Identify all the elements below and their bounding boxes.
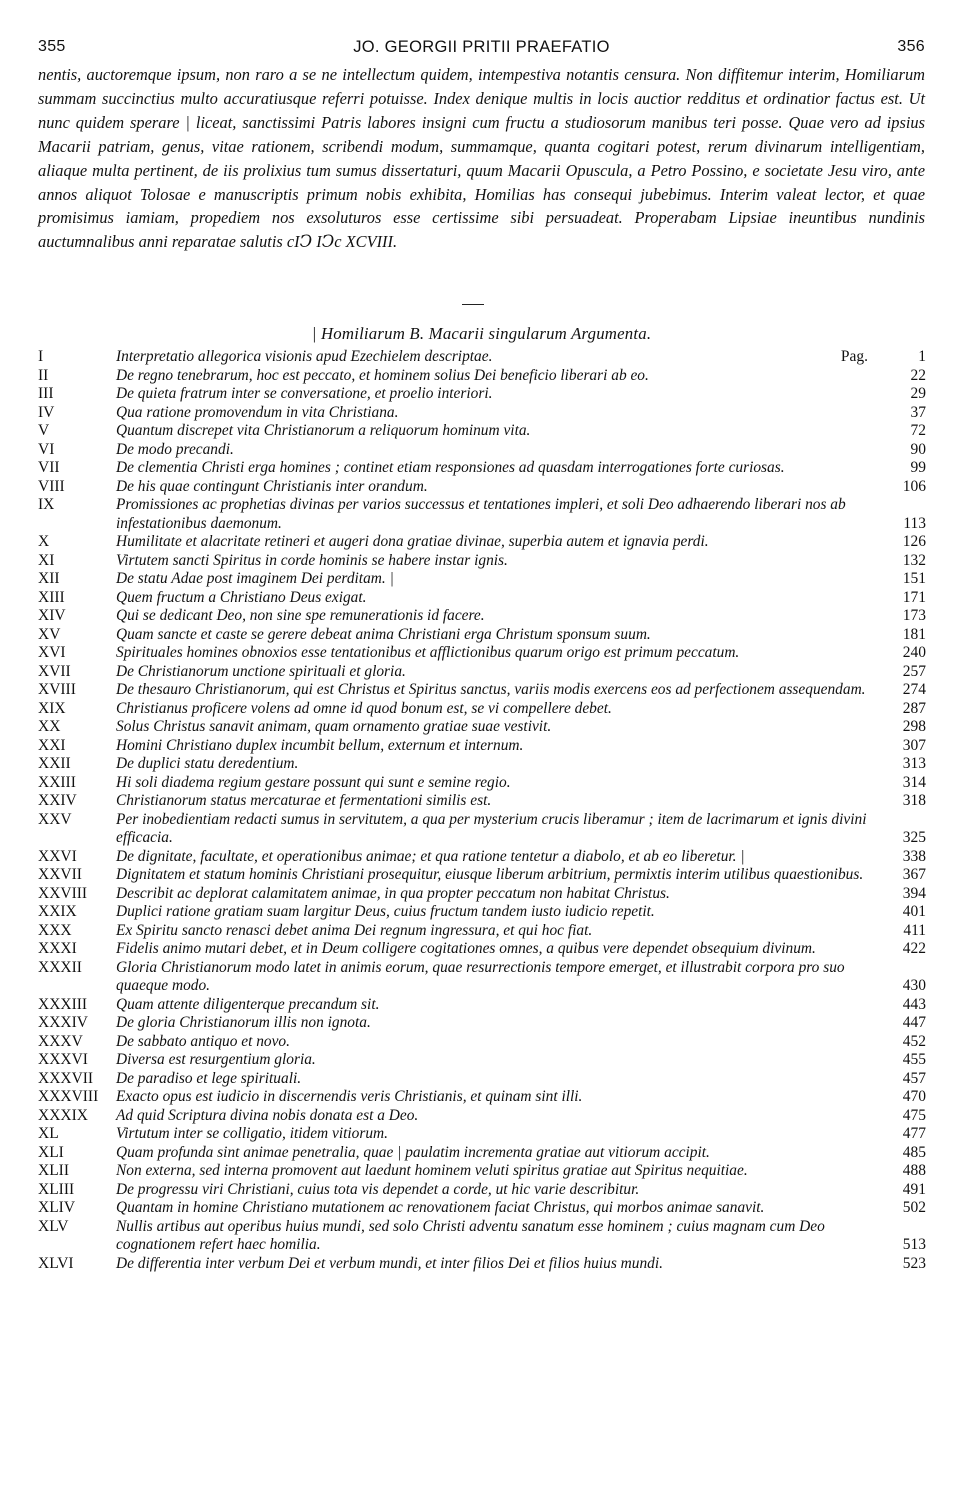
homily-argument bbox=[116, 922, 878, 941]
homily-argument bbox=[116, 607, 878, 626]
homily-number: X bbox=[38, 533, 50, 550]
homily-argument-text: Quantam in homine Christiano mutationem ac renovationem faciat Christus, qui morbos animae sanavit. bbox=[116, 1199, 765, 1216]
homily-number: XLII bbox=[38, 1162, 69, 1179]
homily-argument bbox=[116, 663, 878, 682]
homily-argument-text: De differentia inter verbum Dei et verbum mundi, et inter filios Dei et filios huius mundi. bbox=[116, 1254, 663, 1272]
homily-argument-text: De sabbato antiquo et novo. bbox=[116, 1032, 290, 1050]
toc-row bbox=[38, 903, 926, 922]
homily-argument-text: Exacto opus est iudicio in discernendis veris Christianis, et quinam sint illi. bbox=[116, 1088, 583, 1105]
toc-row bbox=[38, 570, 926, 589]
homily-argument-text: Diversa est resurgentium gloria. bbox=[116, 1051, 316, 1068]
homily-number: XXXVIII bbox=[38, 1088, 99, 1105]
homily-page-number: 523 bbox=[902, 1254, 926, 1272]
homily-page-number: 475 bbox=[902, 1106, 926, 1124]
homily-argument bbox=[116, 644, 878, 663]
homily-page-number: 113 bbox=[903, 514, 926, 532]
homily-page-number: 457 bbox=[902, 1069, 926, 1087]
homily-argument-text: De quieta fratrum inter se conversatione, et proelio interiori. bbox=[116, 385, 493, 402]
toc-row bbox=[38, 1181, 926, 1200]
homily-argument-text: Duplici ratione gratiam suam largitur Deus, cuius fructum tandem iusto iudicio repetit. bbox=[116, 903, 655, 920]
homily-argument-text: Spirituales homines obnoxios esse tentationibus et afflictionibus quarum origo est primum peccatum. bbox=[116, 644, 740, 661]
homily-number: XXXIX bbox=[38, 1106, 88, 1124]
homily-argument bbox=[116, 1125, 878, 1144]
homily-argument-text: Virtutum inter se colligatio, itidem vitiorum. bbox=[116, 1125, 389, 1142]
homily-argument-text: Homini Christiano duplex incumbit bellum, externum et internum. bbox=[116, 736, 524, 754]
homily-number: XXIX bbox=[38, 903, 77, 920]
homily-page-number: 22 bbox=[910, 366, 926, 384]
homily-argument-text: Ad quid Scriptura divina nobis donata est a Deo. bbox=[116, 1106, 419, 1124]
homily-page-number: 443 bbox=[902, 995, 926, 1013]
homily-number: XXXIII bbox=[38, 995, 88, 1013]
homily-number: XVII bbox=[38, 662, 71, 680]
homily-argument bbox=[116, 626, 878, 645]
homily-number: XXXVII bbox=[38, 1069, 94, 1087]
toc-row bbox=[38, 848, 926, 867]
toc-row bbox=[38, 441, 926, 460]
homily-page-number: 240 bbox=[902, 644, 926, 661]
toc-row bbox=[38, 1033, 926, 1052]
homily-argument-text: Gloria Christianorum modo latet in animis eorum, quae resurrectionis tempore emerget, et illustrabit corpora pro suo quaeque modo. bbox=[116, 958, 845, 994]
homily-argument bbox=[116, 1255, 878, 1274]
homily-number: XI bbox=[38, 551, 55, 569]
homily-argument bbox=[116, 903, 878, 922]
homily-number: XXVI bbox=[38, 847, 77, 865]
homily-page-number: 287 bbox=[902, 699, 926, 717]
toc-row bbox=[38, 811, 926, 848]
homily-number: XXII bbox=[38, 755, 71, 772]
homily-argument-text: Describit ac deplorat calamitatem animae, in qua propter peccatum non habitat Christus. bbox=[116, 884, 670, 902]
homily-argument bbox=[116, 1181, 878, 1200]
homily-page-number: 430 bbox=[902, 977, 926, 994]
homily-argument-text: Quem fructum a Christiano Deus exigat. bbox=[116, 588, 367, 606]
homily-page-number: 181 bbox=[902, 625, 926, 643]
homily-argument bbox=[116, 1070, 878, 1089]
homily-argument-text: Qua ratione promovendum in vita Christiana. bbox=[116, 403, 399, 421]
preface-paragraph: nentis, auctoremque ipsum, non raro a se ne intellectum quidem, intempestiva notantis censura. Non diffitemur interim, Homiliarum summam succinctius multo accuratiusque referri potuisse. Index denique multis in locis auctior redditus et ordinatior factus est. Ut nunc quidem sperare | liceat, sanctissimi Patris labores insigni cum fructu a studiosorum manibus teri posse. Quae vero ad ipsius Macarii patriam, genus, vitae rationem, scribendi modum, summamque, quanta cogitari potest, rerum divinarum intelligentiam, aliaque multa pertinent, de iis prolixius tum sumus dissertaturi, quum Macarii Opuscula, a Petro Possino, e societate Jesu viro, ante annos aliquot Tolosae e manuscriptis primum nobis exhibita, Homilias has consequi jubebimus. Interim valeat lector, et quae promisimus iamiam, propediem nos exsoluturos esse certissime sibi persuadeat. Properabam Lipsiae ineuntibus nundinis auctumnalibus anni reparatae salutis cIↃ IↃc XCVIII. bbox=[38, 65, 925, 252]
homily-page-number: 106 bbox=[902, 477, 926, 495]
homily-page-number: 173 bbox=[902, 607, 926, 624]
toc-row bbox=[38, 533, 926, 552]
homily-argument bbox=[116, 367, 878, 386]
toc-row bbox=[38, 348, 926, 367]
homily-argument bbox=[116, 1144, 878, 1163]
table-of-contents bbox=[38, 348, 926, 1273]
homily-page-number: 1 bbox=[918, 348, 926, 365]
homily-page-number: 367 bbox=[902, 866, 926, 883]
homily-argument-text: Dignitatem et statum hominis Christiani prosequitur, eiusque liberum arbitrium, permixtis interim utilibus quaestionibus. bbox=[116, 866, 864, 883]
homily-number: XV bbox=[38, 625, 61, 643]
homily-page-number: 37 bbox=[910, 403, 926, 421]
homily-argument bbox=[116, 1088, 878, 1107]
homily-argument-text: De regno tenebrarum, hoc est peccato, et hominem solius Dei beneficio liberari ab eo. bbox=[116, 366, 649, 384]
toc-row bbox=[38, 1014, 926, 1033]
homily-page-number: 151 bbox=[902, 570, 926, 587]
homily-page-number: 29 bbox=[910, 385, 926, 402]
homily-page-number: 132 bbox=[902, 551, 926, 569]
homily-number: XXXII bbox=[38, 958, 82, 976]
homily-page-number: 513 bbox=[902, 1236, 926, 1253]
homily-page-number: 447 bbox=[902, 1014, 926, 1031]
toc-row bbox=[38, 459, 926, 478]
homily-number: XXX bbox=[38, 921, 72, 939]
toc-row bbox=[38, 1199, 926, 1218]
homily-number: XX bbox=[38, 718, 61, 735]
homily-argument bbox=[116, 459, 878, 478]
homily-number: XLV bbox=[38, 1217, 69, 1235]
homily-page-number: 72 bbox=[910, 422, 926, 439]
homily-number: XXVIII bbox=[38, 884, 88, 902]
homily-argument bbox=[116, 811, 878, 848]
homily-argument-text: De his quae contingunt Christianis inter orandum. bbox=[116, 477, 428, 495]
homily-argument bbox=[116, 1014, 878, 1033]
toc-row bbox=[38, 885, 926, 904]
homily-argument bbox=[116, 404, 878, 423]
homily-page-number: 307 bbox=[902, 736, 926, 754]
toc-row bbox=[38, 589, 926, 608]
toc-row bbox=[38, 607, 926, 626]
homily-number: XXXI bbox=[38, 940, 77, 957]
homily-argument bbox=[116, 1199, 878, 1218]
homily-number: XXXIV bbox=[38, 1014, 88, 1031]
homily-number: VIII bbox=[38, 477, 65, 495]
homily-number: I bbox=[38, 348, 44, 365]
homily-page-number: 99 bbox=[910, 459, 926, 476]
homily-argument bbox=[116, 1033, 878, 1052]
homily-argument-text: De clementia Christi erga homines ; continet etiam responsiones ad quasdam interrogationes forte curiosas. bbox=[116, 459, 785, 476]
homily-number: XLI bbox=[38, 1143, 64, 1161]
homily-number: XIX bbox=[38, 699, 66, 717]
homily-argument bbox=[116, 441, 878, 460]
homily-number: IX bbox=[38, 496, 55, 513]
homily-number: XIII bbox=[38, 588, 65, 606]
toc-row bbox=[38, 1162, 926, 1181]
homily-number: XXXVI bbox=[38, 1051, 88, 1068]
homily-argument bbox=[116, 774, 878, 793]
toc-row bbox=[38, 755, 926, 774]
toc-row bbox=[38, 940, 926, 959]
toc-row bbox=[38, 404, 926, 423]
homily-argument-text: Nullis artibus aut operibus huius mundi, sed solo Christi adventu sanatum esse hominem ; cuius magnam cum Deo cognationem refert haec homilia. bbox=[116, 1217, 825, 1253]
homily-argument-text: Solus Christus sanavit animam, quam ornamento gratiae suae vestivit. bbox=[116, 718, 552, 735]
toc-row bbox=[38, 959, 926, 996]
homily-argument bbox=[116, 1218, 878, 1255]
homily-argument bbox=[116, 1107, 878, 1126]
toc-row bbox=[38, 1144, 926, 1163]
toc-row bbox=[38, 385, 926, 404]
homily-argument-text: Fidelis animo mutari debet, et in Deum colligere cogitationes omnes, a quibus vere dependet obsequium divinum. bbox=[116, 940, 816, 957]
homily-argument bbox=[116, 533, 878, 552]
homily-argument-text: Interpretatio allegorica visionis apud Ezechielem descriptae. bbox=[116, 348, 493, 365]
homily-argument bbox=[116, 1051, 878, 1070]
homily-page-number: 485 bbox=[902, 1143, 926, 1161]
homily-argument bbox=[116, 848, 878, 867]
homily-page-number: 470 bbox=[902, 1088, 926, 1105]
homily-argument bbox=[116, 385, 878, 404]
homily-argument bbox=[116, 885, 878, 904]
homily-argument-text: Quantum discrepet vita Christianorum a reliquorum hominum vita. bbox=[116, 422, 531, 439]
homily-page-number: 274 bbox=[902, 681, 926, 698]
homily-argument bbox=[116, 940, 878, 959]
homily-number: XVI bbox=[38, 644, 66, 661]
homily-page-number: 394 bbox=[902, 884, 926, 902]
homily-argument-text: De dignitate, facultate, et operationibus animae; et qua ratione tentetur a diabolo, et ab eo liberetur. | bbox=[116, 847, 745, 865]
homily-number: XLVI bbox=[38, 1254, 74, 1272]
homily-number: III bbox=[38, 385, 54, 402]
homily-number: XXXV bbox=[38, 1032, 83, 1050]
homily-argument-text: De progressu viri Christiani, cuius tota vis dependet a corde, ut hic varie describitur. bbox=[116, 1180, 640, 1198]
homily-page-number: 401 bbox=[902, 903, 926, 920]
homily-argument-text: Virtutem sancti Spiritus in corde hominis se habere instar ignis. bbox=[116, 551, 508, 569]
pag-label: Pag. bbox=[840, 348, 868, 365]
section-divider bbox=[462, 304, 484, 305]
homily-page-number: 455 bbox=[902, 1051, 926, 1068]
toc-row bbox=[38, 1088, 926, 1107]
right-page-number: 356 bbox=[897, 38, 925, 55]
toc-row bbox=[38, 922, 926, 941]
homily-argument bbox=[116, 348, 878, 367]
homily-page-number: 411 bbox=[903, 921, 926, 939]
homily-argument bbox=[116, 496, 878, 533]
homily-number: XLIII bbox=[38, 1180, 75, 1198]
homily-argument bbox=[116, 959, 878, 996]
homily-argument bbox=[116, 478, 878, 497]
toc-row bbox=[38, 1218, 926, 1255]
toc-row bbox=[38, 1255, 926, 1274]
homily-argument-text: Promissiones ac prophetias divinas per varios successus et tentationes impleri, et soli Deo adhaerendo liberari nos ab infestationibus daemonum. bbox=[116, 496, 846, 532]
toc-row bbox=[38, 552, 926, 571]
homily-argument-text: De paradiso et lege spirituali. bbox=[116, 1069, 302, 1087]
homily-argument bbox=[116, 589, 878, 608]
homily-argument-text: Humilitate et alacritate retineri et augeri dona gratiae divinae, superbia autem et ignavia perdi. bbox=[116, 533, 709, 550]
toc-row bbox=[38, 496, 926, 533]
homily-number: XIV bbox=[38, 607, 66, 624]
homily-argument bbox=[116, 996, 878, 1015]
toc-row bbox=[38, 422, 926, 441]
preface-text bbox=[38, 63, 925, 254]
homily-page-number: 338 bbox=[902, 847, 926, 865]
homily-argument bbox=[116, 700, 878, 719]
homily-argument bbox=[116, 737, 878, 756]
toc-row bbox=[38, 1051, 926, 1070]
homily-argument bbox=[116, 755, 878, 774]
homily-page-number: 90 bbox=[910, 440, 926, 458]
homily-page-number: 126 bbox=[902, 533, 926, 550]
toc-row bbox=[38, 700, 926, 719]
homily-argument-text: Christianorum status mercaturae et fermentationi similis est. bbox=[116, 792, 492, 809]
homily-number: II bbox=[38, 366, 49, 384]
running-title: JO. GEORGII PRITII PRAEFATIO bbox=[353, 37, 610, 56]
toc-row bbox=[38, 663, 926, 682]
homily-number: XXI bbox=[38, 736, 66, 754]
homily-page-number: 257 bbox=[902, 662, 926, 680]
homily-page-number: 452 bbox=[902, 1032, 926, 1050]
toc-title: | Homiliarum B. Macarii singularum Argumenta. bbox=[311, 324, 652, 343]
homily-argument bbox=[116, 866, 878, 885]
homily-argument-text: De duplici statu deredentium. bbox=[116, 755, 299, 772]
homily-number: XLIV bbox=[38, 1199, 76, 1216]
toc-row bbox=[38, 866, 926, 885]
homily-argument-text: Non externa, sed interna promovent aut laedunt hominem veluti spiritus gratiae aut Spiritus nequitiae. bbox=[116, 1162, 748, 1179]
homily-number: XII bbox=[38, 570, 60, 587]
homily-argument-text: Per inobedientiam redacti sumus in servitutem, a qua per mysterium crucis liberamur ; item de lacrimarum et ignis divini efficacia. bbox=[116, 810, 867, 846]
homily-argument-text: De gloria Christianorum illis non ignota. bbox=[116, 1014, 371, 1031]
homily-argument-text: De Christianorum unctione spirituali et gloria. bbox=[116, 662, 406, 680]
homily-number: XXV bbox=[38, 810, 72, 828]
homily-page-number: 318 bbox=[902, 792, 926, 809]
homily-argument-text: Quam sancte et caste se gerere debeat anima Christiani erga Christum sponsum suum. bbox=[116, 625, 651, 643]
homily-page-number: 313 bbox=[902, 755, 926, 772]
homily-argument-text: Christianus proficere volens ad omne id quod bonum est, se vi compellere debet. bbox=[116, 699, 612, 717]
toc-row bbox=[38, 737, 926, 756]
homily-page-number: 502 bbox=[902, 1199, 926, 1216]
toc-row bbox=[38, 681, 926, 700]
toc-row bbox=[38, 367, 926, 386]
homily-number: V bbox=[38, 422, 50, 439]
homily-argument bbox=[116, 792, 878, 811]
homily-argument bbox=[116, 422, 878, 441]
toc-row bbox=[38, 1125, 926, 1144]
homily-page-number: 298 bbox=[902, 718, 926, 735]
toc-row bbox=[38, 792, 926, 811]
homily-page-number: 422 bbox=[902, 940, 926, 957]
toc-row bbox=[38, 774, 926, 793]
homily-argument-text: Quam profunda sint animae penetralia, quae | paulatim incrementa gratiae aut vitiorum accipit. bbox=[116, 1143, 710, 1161]
homily-number: XXVII bbox=[38, 866, 82, 883]
homily-argument-text: De modo precandi. bbox=[116, 440, 234, 458]
homily-number: XXIV bbox=[38, 792, 77, 809]
toc-row bbox=[38, 478, 926, 497]
toc-row bbox=[38, 644, 926, 663]
homily-page-number: 171 bbox=[902, 588, 926, 606]
homily-argument bbox=[116, 552, 878, 571]
homily-argument bbox=[116, 1162, 878, 1181]
homily-number: XXIII bbox=[38, 773, 76, 791]
homily-argument bbox=[116, 718, 878, 737]
toc-row bbox=[38, 1107, 926, 1126]
homily-argument-text: Qui se dedicant Deo, non sine spe remunerationis id facere. bbox=[116, 607, 485, 624]
homily-argument-text: Hi soli diadema regium gestare possunt qui sunt e semine regio. bbox=[116, 773, 511, 791]
toc-row bbox=[38, 1070, 926, 1089]
homily-page-number: 314 bbox=[902, 773, 926, 791]
homily-number: XVIII bbox=[38, 681, 76, 698]
running-header bbox=[38, 36, 925, 58]
homily-argument-text: Ex Spiritu sancto renasci debet anima Dei regnum ingressura, et qui hoc fiat. bbox=[116, 921, 593, 939]
homily-number: VII bbox=[38, 459, 60, 476]
toc-row bbox=[38, 718, 926, 737]
homily-argument-text: De thesauro Christianorum, qui est Christus et Spiritus sanctus, variis modis exercens eos ad perfectionem assequendam. bbox=[116, 681, 866, 698]
homily-argument-text: Quam attente diligenterque precandum sit. bbox=[116, 995, 380, 1013]
homily-argument-text: De statu Adae post imaginem Dei perditam. | bbox=[116, 570, 394, 587]
homily-page-number: 477 bbox=[902, 1125, 926, 1142]
homily-argument bbox=[116, 570, 878, 589]
homily-page-number: 488 bbox=[902, 1162, 926, 1179]
toc-row bbox=[38, 996, 926, 1015]
homily-argument bbox=[116, 681, 878, 700]
homily-number: IV bbox=[38, 403, 55, 421]
homily-page-number: 491 bbox=[902, 1180, 926, 1198]
homily-number: XL bbox=[38, 1125, 59, 1142]
left-page-number: 355 bbox=[38, 38, 66, 55]
homily-number: VI bbox=[38, 440, 55, 458]
toc-row bbox=[38, 626, 926, 645]
homily-page-number: 325 bbox=[902, 829, 926, 846]
